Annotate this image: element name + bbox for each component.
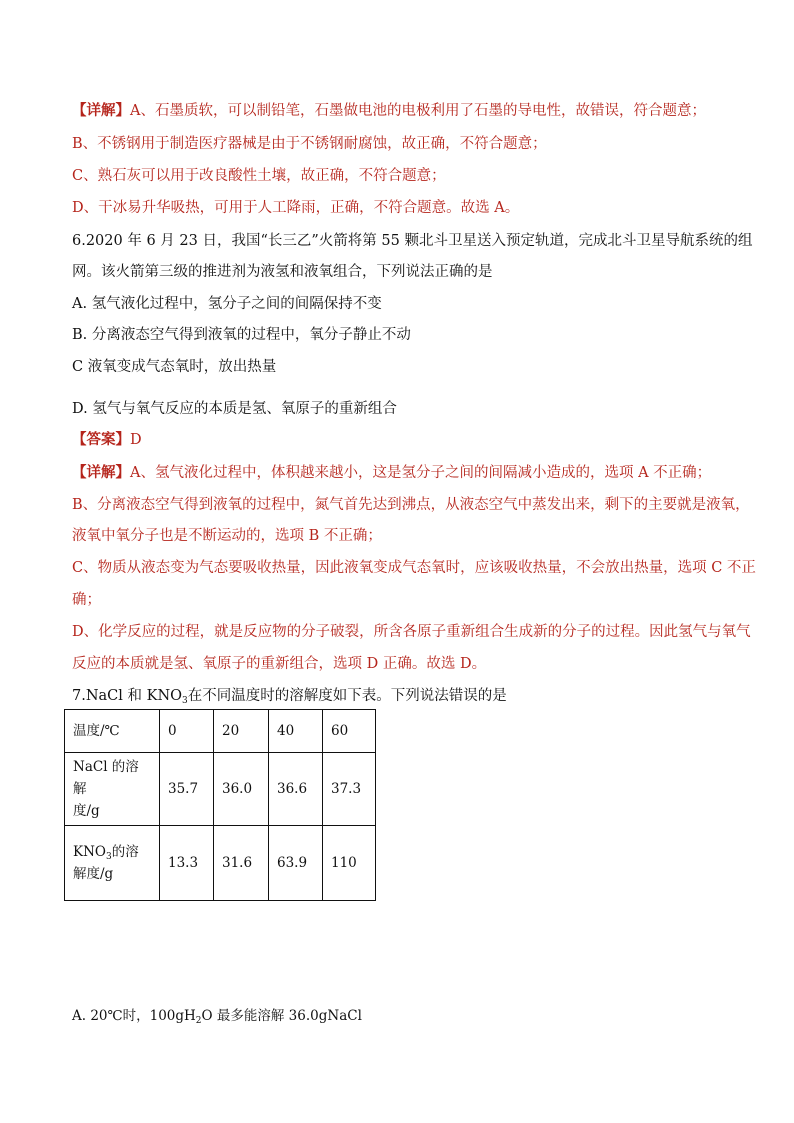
temp-cell: 0	[160, 710, 214, 753]
q6-option-b: B. 分离液态空气得到液氧的过程中，氧分子静止不动	[72, 327, 411, 343]
nacl-value-cell: 35.7	[160, 753, 214, 826]
q6-answer	[72, 430, 734, 450]
detail-tag: 【详解】	[72, 102, 130, 119]
header-label-cell: 温度/℃	[65, 710, 160, 753]
temp-cell: 20	[214, 710, 269, 753]
nacl-label-cell	[65, 753, 160, 826]
q7-stem-sub: 3	[182, 696, 188, 706]
q6-detail-line-5: 确；	[72, 592, 101, 608]
answer-value: D	[130, 432, 142, 448]
kno3-label-1	[73, 841, 151, 863]
kno3-label-2: 解度/g	[73, 866, 114, 882]
temp-cell: 40	[269, 710, 323, 753]
kno3-value-cell: 31.6	[214, 826, 269, 901]
q6-option-d: D. 氢气与氧气反应的本质是氢、氧原子的重新组合	[72, 401, 397, 417]
q6-detail-line-1	[72, 463, 734, 483]
q6-detail-text-1: A、氢气液化过程中，体积越来越小，这是氢分子之间的间隔减小造成的，选项 A 不正确；	[130, 465, 712, 481]
kno3-label-sub: 3	[105, 852, 112, 862]
kno3-label-post: 的溶	[111, 844, 139, 860]
q7-stem-post: 在不同温度时的溶解度如下表。下列说法错误的是	[187, 688, 507, 704]
detail-tag: 【详解】	[72, 464, 130, 481]
q6-detail-line-2: B、分离液态空气得到液氧的过程中，氮气首先达到沸点，从液态空气中蒸发出来，剩下的主要就是液氧，	[72, 497, 750, 513]
prev-detail-line-a	[72, 101, 734, 121]
nacl-label-1: NaCl 的溶解	[73, 759, 139, 797]
table-row	[65, 826, 376, 901]
q6-option-a: A. 氢气液化过程中，氢分子之间的间隔保持不变	[72, 296, 382, 312]
q7-option-a	[72, 1006, 734, 1026]
q7-option-a-post: O 最多能溶解 36.0gNaCl	[201, 1008, 362, 1024]
q7-option-a-pre: A. 20℃时，100gH	[72, 1008, 196, 1024]
nacl-value-cell: 36.6	[269, 753, 323, 826]
prev-detail-line-b: B、不锈钢用于制造医疗器械是由于不锈钢耐腐蚀，故正确，不符合题意；	[72, 136, 547, 152]
answer-tag: 【答案】	[72, 431, 130, 448]
prev-detail-text-a: A、石墨质软，可以制铅笔，石墨做电池的电极利用了石墨的导电性，故错误，符合题意；	[130, 103, 706, 119]
q6-detail-line-4: C、物质从液态变为气态要吸收热量，因此液氧变成气态氧时，应该吸收热量，不会放出热量，选项 C 不正	[72, 560, 756, 576]
prev-detail-line-c: C、熟石灰可以用于改良酸性土壤，故正确，不符合题意；	[72, 168, 446, 184]
q6-detail-line-7: 反应的本质就是氢、氧原子的重新组合，选项 D 正确。故选 D。	[72, 656, 487, 672]
kno3-label-cell	[65, 826, 160, 901]
kno3-value-cell: 63.9	[269, 826, 323, 901]
nacl-value-cell: 36.0	[214, 753, 269, 826]
temp-cell: 60	[323, 710, 376, 753]
q7-option-a-sub: 2	[195, 1016, 202, 1026]
kno3-value-cell: 13.3	[160, 826, 214, 901]
nacl-label-2: 度/g	[73, 803, 100, 819]
prev-detail-line-d: D、干冰易升华吸热，可用于人工降雨，正确，不符合题意。故选 A。	[72, 200, 520, 216]
q6-detail-line-3: 液氧中氧分子也是不断运动的，选项 B 不正确；	[72, 528, 382, 544]
nacl-value-cell: 37.3	[323, 753, 376, 826]
q7-stem	[72, 686, 734, 706]
q7-stem-pre: 7.NaCl 和 KNO	[72, 688, 183, 704]
table-row	[65, 753, 376, 826]
q6-stem-line-2: 网。该火箭第三级的推进剂为液氢和液氧组合，下列说法正确的是	[72, 264, 493, 280]
table-row	[65, 710, 376, 753]
q6-detail-line-6: D、化学反应的过程，就是反应物的分子破裂，所含各原子重新组合生成新的分子的过程。因此氢气与氧气	[72, 624, 751, 640]
kno3-label-pre: KNO	[73, 844, 106, 860]
solubility-table	[64, 709, 376, 901]
q6-option-c: C 液氧变成气态氧时，放出热量	[72, 359, 277, 375]
q6-stem-line-1: 6.2020 年 6 月 23 日，我国“长三乙”火箭将第 55 颗北斗卫星送入预定轨道，完成北斗卫星导航系统的组	[72, 233, 753, 249]
kno3-value-cell: 110	[323, 826, 376, 901]
